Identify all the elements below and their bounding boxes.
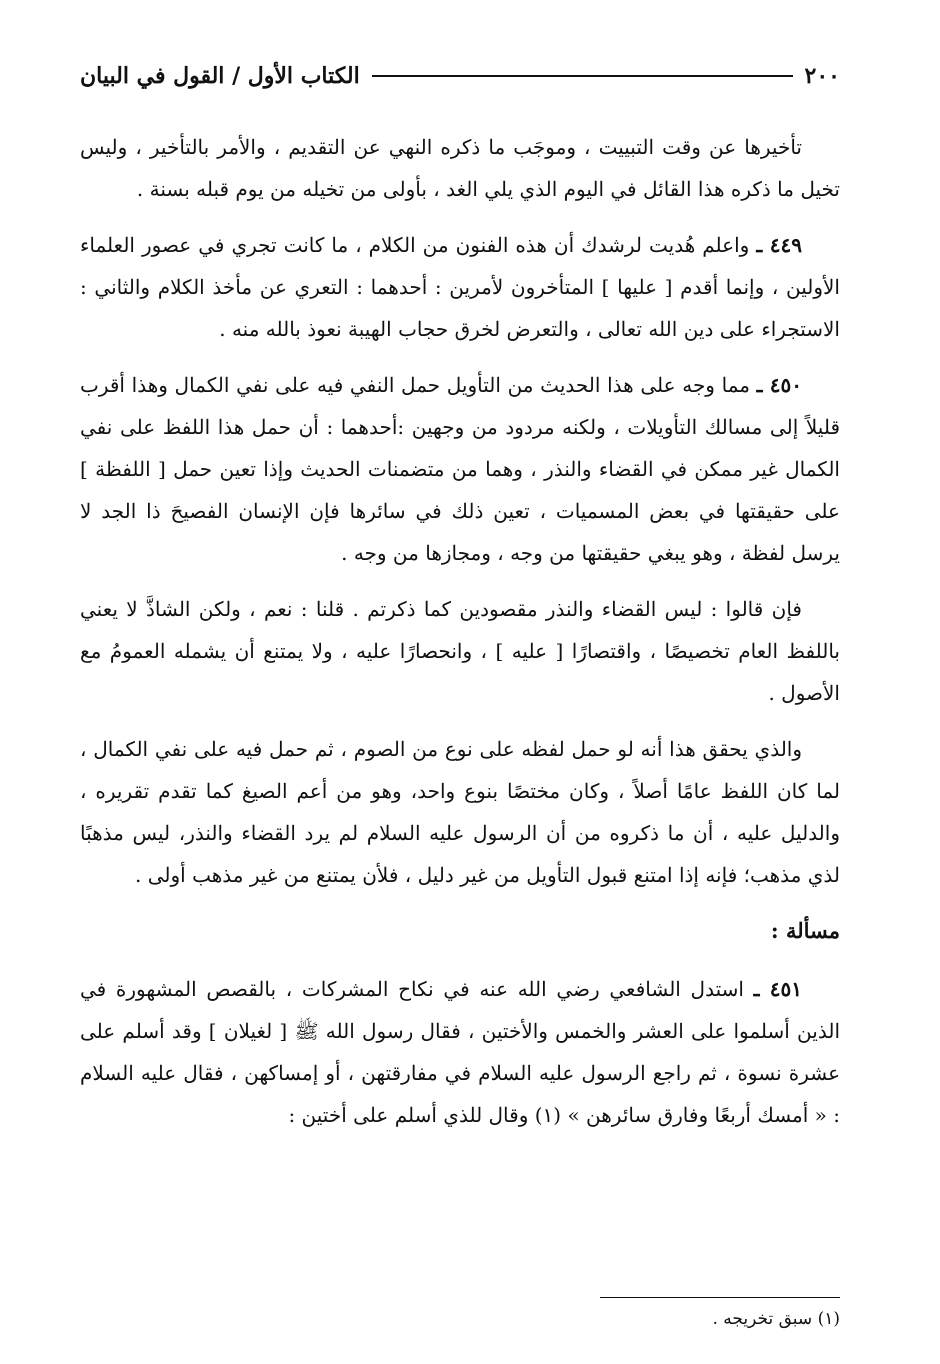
paragraph-text: مما وجه على هذا الحديث من التأويل حمل النفي فيه على نفي الكمال وهذا أقرب قليلاً إلى مسالك التأويلات ، ولكنه مردود من وجهين :أحدهما : أن حمل هذا اللفظ على نفي الكمال غير ممكن في القضاء والنذر ، وهما من متضمنات الحديث وإذا تعين حمل [ اللفظة ] على حقيقتها في بعض المسميات ، تعين ذلك في سائرها فإن الإنسان الفصيحَ ذا الجد لا يرسل لفظة ، وهو يبغي حقيقتها من وجه ، ومجازها من وجه . [80, 373, 840, 565]
paragraph [80, 126, 840, 210]
section-heading: مسألة : [770, 918, 840, 943]
paragraph-number: ٤٥١ ـ [753, 977, 802, 1001]
paragraph-number: ٤٤٩ ـ [756, 233, 803, 257]
header-rule [372, 75, 793, 77]
paragraph [80, 224, 840, 350]
paragraph [80, 728, 840, 896]
running-title: الكتاب الأول / القول في البيان [80, 63, 360, 89]
footnote: (١) سبق تخريجه . [712, 1309, 840, 1329]
paragraph-text: والذي يحقق هذا أنه لو حمل لفظه على نوع من الصوم ، ثم حمل فيه على نفي الكمال ، لما كان اللفظ عامًا أصلاً ، وكان مختصًا بنوع واحد، وهو من أعم الصيغ كما تقدم تقريره ، والدليل عليه ، أن ما ذكروه من أن الرسول عليه السلام لم يرد القضاء والنذر، ليس مذهبًا لذي مذهب؛ فإنه إذا امتنع قبول التأويل من غير دليل ، فلأن يمتنع من غير مذهب أولى . [80, 737, 840, 887]
page-content [80, 126, 840, 1150]
paragraph-text: واعلم هُديت لرشدك أن هذه الفنون من الكلام ، ما كانت تجري في عصور العلماء الأولين ، وإنما أقدم [ عليها ] المتأخرون لأمرين : أحدهما : التعري عن مأخذ الكلام والثاني : الاستجراء على دين الله تعالى ، والتعرض لخرق حجاب الهيبة نعوذ بالله منه . [80, 233, 840, 341]
paragraph [80, 968, 840, 1136]
paragraph-text: فإن قالوا : ليس القضاء والنذر مقصودين كما ذكرتم . قلنا : نعم ، ولكن الشاذَّ لا يعني باللفظ العام تخصيصًا ، واقتصارًا [ عليه ] ، وانحصارًا عليه ، ولا يمتنع أن يشمله العمومُ مع الأصول . [80, 597, 840, 705]
paragraph-text: تأخيرها عن وقت التبييت ، وموجَب ما ذكره النهي عن التقديم ، والأمر بالتأخير ، وليس تخيل ما ذكره هذا القائل في اليوم الذي يلي الغد ، بأولى من تخيله من يوم قبله بسنة . [80, 135, 840, 201]
paragraph [80, 588, 840, 714]
paragraph-number: ٤٥٠ ـ [756, 373, 803, 397]
paragraph [80, 364, 840, 574]
book-page [80, 0, 840, 1364]
paragraph-text: استدل الشافعي رضي الله عنه في نكاح المشركات ، بالقصص المشهورة في الذين أسلموا على العشر والخمس والأختين ، فقال رسول الله ﷺ [ لغيلان ] وقد أسلم على عشرة نسوة ، ثم راجع الرسول عليه السلام في مفارقتهن ، أو إمساكهن ، فقال عليه السلام : « أمسك أربعًا وفارق سائرهن » (١) وقال للذي أسلم على أختين : [80, 977, 840, 1127]
page-header [80, 56, 840, 96]
page-number: ٢٠٠ [804, 63, 840, 89]
footnote-rule [600, 1297, 840, 1298]
